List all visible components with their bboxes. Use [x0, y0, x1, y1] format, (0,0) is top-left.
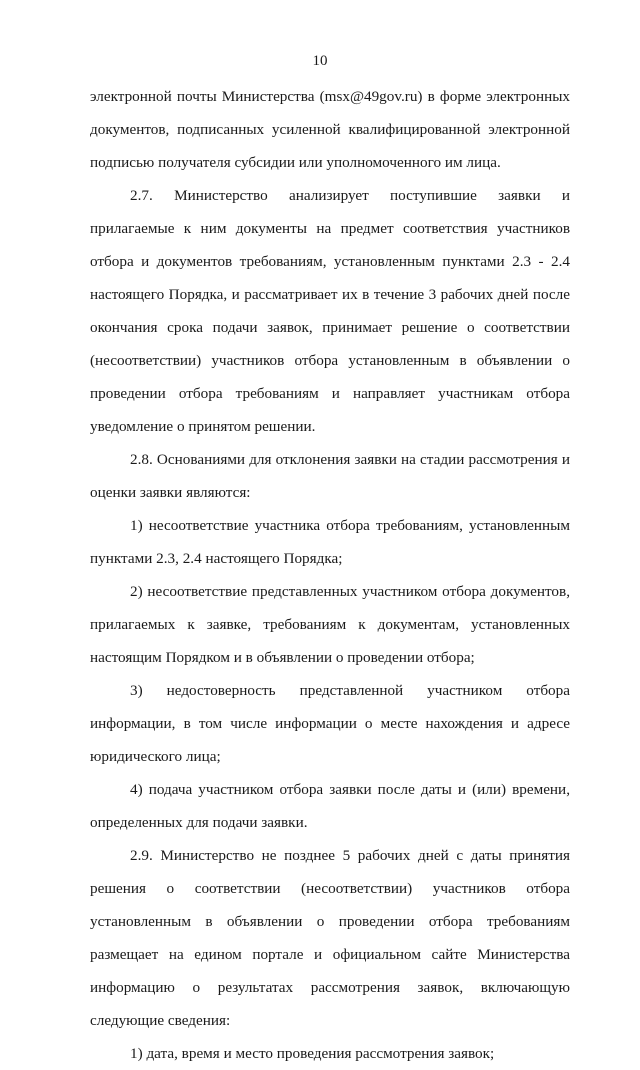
page-number: 10: [312, 53, 328, 69]
list-item-2-8-4: 4) подача участником отбора заявки после даты и (или) времени, определенных для подачи заявки.: [90, 781, 570, 831]
paragraph-2-9: 2.9. Министерство не позднее 5 рабочих дней с даты принятия решения о соответствии (несоответствии) участников отбора установленным в объявлении о проведении отбора требованиям размещает на едином портале и официальном сайте Министерства информацию о результатах рассмотрения заявок, включающую следующие сведения:: [90, 847, 570, 1029]
list-item-2-9-1: 1) дата, время и место проведения рассмотрения заявок;: [130, 1045, 495, 1062]
list-item-2-8-3: 3) недостоверность представленной участником отбора информации, в том числе информации о месте нахождения и адресе юридического лица;: [90, 682, 570, 765]
paragraph-2-7: 2.7. Министерство анализирует поступившие заявки и прилагаемые к ним документы на предмет соответствия участников отбора и документов требованиям, установленным пунктами 2.3 - 2.4 настоящего Порядка, и рассматривает их в течение 3 рабочих дней после окончания срока подачи заявок, принимает решение о соответствии (несоответствии) участников отбора установленным в объявлении о проведении отбора требованиям и направляет участникам отбора уведомление о принятом решении.: [90, 187, 570, 435]
document-body: [90, 80, 570, 1070]
paragraph-email-continuation: электронной почты Министерства (msx@49gov.ru) в форме электронных документов, подписанных усиленной квалифицированной электронной подписью получателя субсидии или уполномоченного им лица.: [90, 88, 570, 171]
list-item-2-8-2: 2) несоответствие представленных участником отбора документов, прилагаемых к заявке, требованиям к документам, установленных настоящим Порядком и в объявлении о проведении отбора;: [90, 583, 570, 666]
list-item-2-8-1: 1) несоответствие участника отбора требованиям, установленным пунктами 2.3, 2.4 настоящего Порядка;: [90, 517, 570, 567]
paragraph-2-8: 2.8. Основаниями для отклонения заявки на стадии рассмотрения и оценки заявки являются:: [90, 451, 570, 501]
